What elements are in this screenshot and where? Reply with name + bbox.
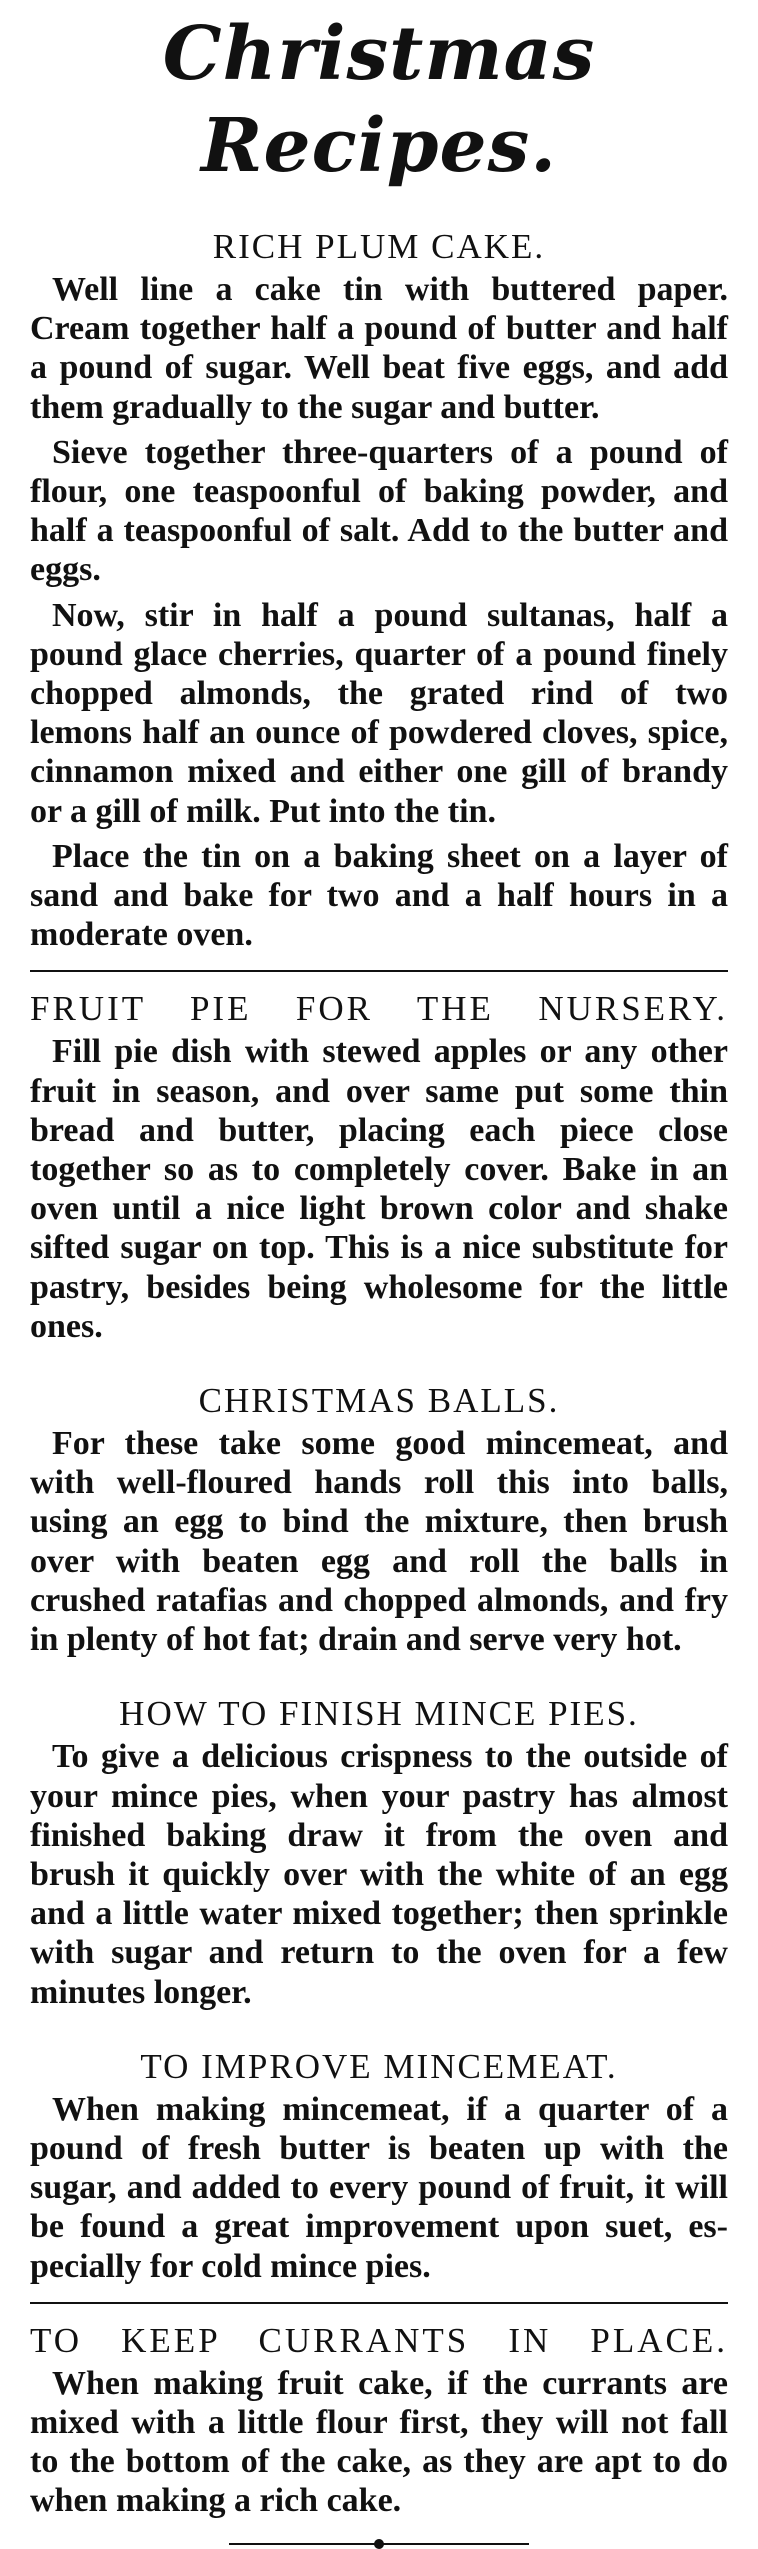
recipe-paragraph: Place the tin on a baking sheet on a layer of sand and bake for two and a half hours in a moderate oven. <box>30 837 728 954</box>
recipe-rich-plum-cake <box>30 228 728 954</box>
section-divider <box>30 970 728 972</box>
recipe-title: RICH PLUM CAKE. <box>212 227 546 266</box>
section-spacer <box>30 1665 728 1695</box>
end-divider-dot <box>374 2539 384 2549</box>
recipe-paragraph: For these take some good mincemeat, and with well-floured hands roll this into balls, using an egg to bind the mixture, then brush over with beaten egg and roll the balls in crushed ratafias and chopped almonds, and fry in plenty of hot fat; drain and serve very hot. <box>30 1425 728 1659</box>
recipe-paragraph: When making mincemeat, if a quarter of a pound of fresh butter is beaten up with the sugar, and added to every pound of fruit, it will be found a great improvement upon suet, especially for cold mince pies. <box>30 2090 728 2285</box>
recipe-paragraph: Fill pie dish with stewed apples or any other fruit in season, and over same put some thin bread and butter, placing each piece close together so as to completely cover. Bake in an oven until a nice light brown color and shake sifted sugar on top. This is a nice substitute for pastry, besides being wholesome for the little ones. <box>30 1033 728 1345</box>
recipe-christmas-balls <box>30 1382 728 1659</box>
recipe-title: TO KEEP CURRANTS IN PLACE. <box>30 2320 728 2360</box>
recipe-improve-mincemeat <box>30 2048 728 2286</box>
recipe-paragraph: To give a delicious crispness to the outside of your mince pies, when your pastry has almost finished baking draw it from the oven and brush it quickly over with the white of an egg and a little water mixed together; then sprinkle with sugar and return to the oven for a few minutes longer. <box>30 1738 728 2011</box>
recipe-title: CHRISTMAS BALLS. <box>198 1381 560 1421</box>
recipe-paragraph: Sieve together three-quarters of a pound of flour, one teaspoonful of baking powder, and half a teaspoonful of salt. Add to the butter and eggs. <box>30 433 728 589</box>
recipe-title: HOW TO FINISH MINCE PIES. <box>119 1694 639 1734</box>
recipe-mince-pies <box>30 1695 728 2011</box>
section-spacer <box>30 1352 728 1382</box>
recipe-keep-currants <box>30 2322 728 2521</box>
masthead-title: Christmas Recipes. <box>162 11 596 189</box>
recipe-title: TO IMPROVE MINCEMEAT. <box>140 2046 618 2086</box>
end-divider <box>229 2543 529 2545</box>
recipe-fruit-pie <box>30 990 728 1346</box>
recipe-paragraph: Well line a cake tin with buttered paper. Cream together half a pound of butter and half a pound of sugar. Well beat five eggs, and add them gradually to the sugar and butter. <box>30 271 728 426</box>
recipe-paragraph: When making fruit cake, if the currants are mixed with a little flour first, they will not fall to the bottom of the cake, as they are apt to do when making a rich cake. <box>30 2364 728 2520</box>
recipe-title: FRUIT PIE FOR THE NURSERY. <box>30 989 728 1029</box>
recipe-paragraph: Now, stir in half a pound sultanas, half a pound glace cherries, quarter of a pound finely chopped almonds, the grated rind of two lemons half an ounce of powdered cloves, spice, cinnamon mixed and either one gill of brandy or a gill of milk. Put into the tin. <box>30 596 728 830</box>
section-spacer <box>30 2018 728 2048</box>
section-divider <box>30 2302 728 2304</box>
